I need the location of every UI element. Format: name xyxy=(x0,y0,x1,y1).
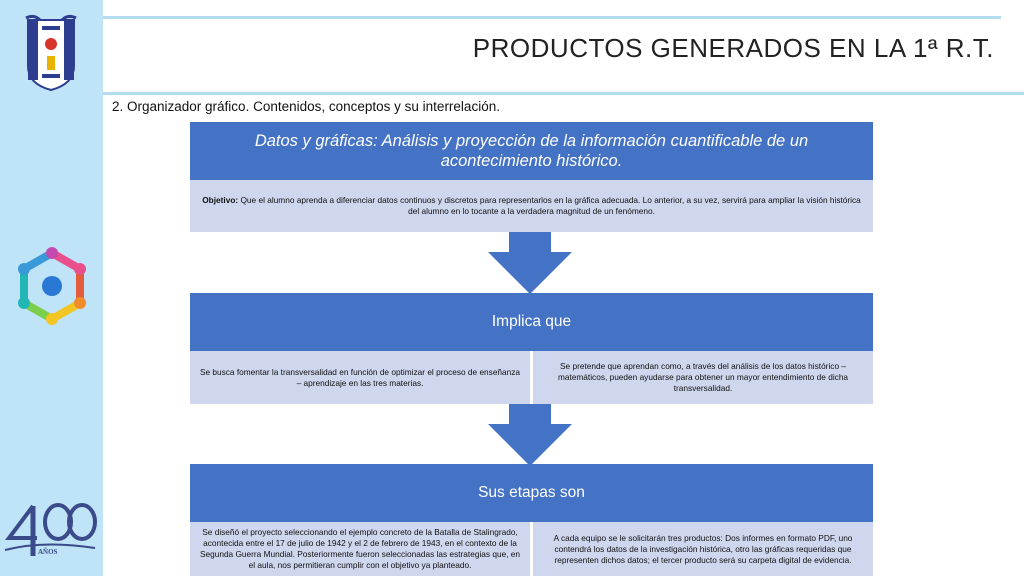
block-3-left-text: Se diseñó el proyecto seleccionando el ejemplo concreto de la Batalla de Stalingrado, acontecida entre el 17 de julio de 1942 y el 2 de febrero de 1943, en el contexto de la Segunda Guerra Mundial. Posteriormente fueron seleccionadas las estrategias que, en el aula, nos permitieran cumplir con el objetivo ya planteado. xyxy=(190,522,530,576)
page-title: PRODUCTOS GENERADOS EN LA 1ª R.T. xyxy=(472,33,994,63)
block-3-heading: Sus etapas son xyxy=(190,464,873,522)
down-arrow-1 xyxy=(488,232,572,294)
objective-text: Que el alumno aprenda a diferenciar datos continuos y discretos para representarlos en la gráfica adecuada. Lo anterior, a su vez, servirá para ampliar la visión histórica del alumno en lo tocante a la verdadera magnitud de un fenómeno. xyxy=(238,195,861,216)
header-top-divider xyxy=(103,16,1001,19)
block-1-heading: Datos y gráficas: Análisis y proyección de la información cuantificable de un acontecimiento histórico. xyxy=(190,122,873,180)
block-2-right-text: Se pretende que aprendan como, a través del análisis de los datos histórico – matemáticos, pueden ayudarse para obtener un mayor entendimiento de dicha transversalidad. xyxy=(533,351,873,404)
logo-text: AÑOS xyxy=(38,548,58,556)
block-2-heading: Implica que xyxy=(190,293,873,351)
block-1-objective xyxy=(190,180,873,232)
anniversary-100-logo xyxy=(3,498,100,568)
objective-label: Objetivo: xyxy=(202,195,239,205)
header-bottom-divider xyxy=(103,92,1024,95)
down-arrow-2 xyxy=(488,404,572,466)
block-2-left-text: Se busca fomentar la transversalidad en función de optimizar el proceso de enseñanza – aprendizaje en las tres materias. xyxy=(190,351,530,404)
left-sidebar-band xyxy=(0,0,103,576)
school-shield-logo xyxy=(24,14,78,92)
block-3-right-text: A cada equipo se le solicitarán tres productos: Dos informes en formato PDF, uno contendrá los datos de la investigación histórica, otro las gráficas requeridas que representen dichos datos; el tercer producto será su carpeta digital de evidencia. xyxy=(533,522,873,576)
page-subtitle: 2. Organizador gráfico. Contenidos, conceptos y su interrelación. xyxy=(112,99,500,114)
hexagon-ring-logo xyxy=(12,245,92,329)
